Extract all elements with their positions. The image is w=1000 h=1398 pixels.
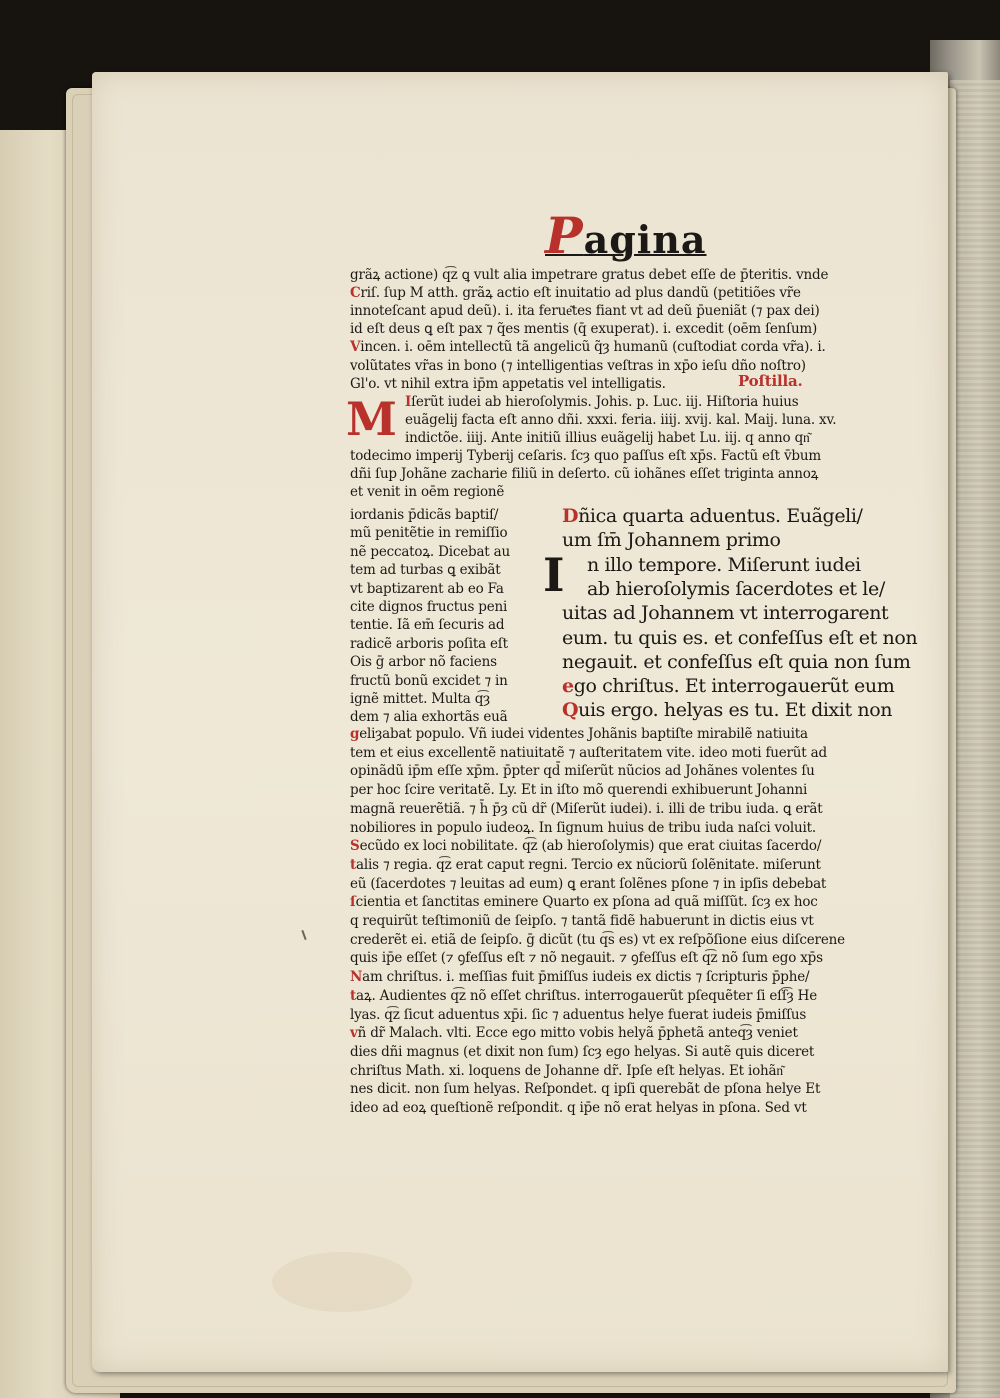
commentary-line — [350, 725, 865, 743]
commentary-line: indictõe. iiij. Ante initiũ illius euãgelij habet Lu. iij. q anno qn͂ — [405, 429, 810, 446]
commentary-line — [350, 837, 865, 855]
line-text: riſ. ſup M atth. grãꝝ actio eſt inuitatio ad plus dandũ (petitiões vr̃e — [360, 285, 801, 302]
commentary-line: euãgelij facta eſt anno dñi. xxxi. feria. iiij. xvij. kal. Maij. luna. xv. — [405, 411, 837, 428]
commentary-line: tem ad turbas ꝗ exibãt — [350, 562, 501, 579]
commentary-line: q requirũt teſtimoniũ de ſeipſo. ⁊ tantã fidẽ habuerunt in dictis eius vt — [350, 913, 814, 929]
rubric-letter: t — [350, 987, 357, 1004]
commentary-line: et venit in oēm regionẽ — [350, 484, 505, 501]
commentary-line: ignẽ mittet. Multa q͡ȝ — [350, 691, 490, 707]
paper-stain — [272, 1252, 412, 1312]
line-text: eliȝabat populo. Vñ iudei videntes Johãnis baptiſte mirabilẽ natiuita — [359, 726, 808, 742]
commentary-line — [350, 987, 865, 1005]
commentary-line — [405, 393, 865, 411]
commentary-line — [350, 893, 865, 911]
rubric-letter: I — [405, 393, 412, 410]
gospel-line — [562, 698, 893, 722]
gospel-line — [562, 504, 872, 528]
commentary-line: id eſt deus ꝗ eſt pax ⁊ q̃es mentis (q̄ exuperat). i. excedit (oēm ſenſum) — [350, 321, 818, 338]
commentary-line: vt baptizarent ab eo Fa — [350, 580, 504, 597]
commentary-line: nẽ peccatoꝝ. Dicebat au — [350, 543, 510, 560]
rubric-letter: D — [562, 505, 579, 527]
rubric-letter: S — [350, 838, 360, 855]
page-heading — [545, 206, 725, 265]
commentary-line — [350, 284, 865, 302]
commentary-line: dñi ſup Johãne zacharie filiũ in deſerto. cũ iohãnes eſſet triginta annoꝝ — [350, 466, 819, 483]
commentary-line: tem et eius excellentẽ natiuitatẽ ⁊ auſteritatem vite. ideo moti fuerũt ad — [350, 744, 827, 761]
commentary-line: radicẽ arboris poſita eſt — [350, 635, 508, 652]
commentary-line: opinãdũ ip̄m eſſe xp̄m. p̄pter qd̄ miſerũt nũcios ad Johãnes volentes ſu — [350, 763, 815, 780]
gospel-line: eum. tu quis es. et confeſſus eſt et non — [562, 626, 918, 649]
commentary-line: lyas. q͡z ſicut aduentus xp̄i. ſic ⁊ aduentus helye fuerat iudeis p̄miſſus — [350, 1006, 807, 1023]
commentary-line — [350, 856, 865, 874]
commentary-line: volũtates vr̃as in bono (⁊ intelligentias veſtras in xp̄o ieſu dño noſtro) — [350, 357, 806, 374]
line-text: go chriſtus. Et interrogauerũt eum — [573, 675, 895, 698]
gospel-line — [562, 674, 895, 698]
heading-initial: P — [545, 206, 584, 265]
rubric-letter: V — [350, 339, 361, 356]
line-text: ñ dr̃ Malach. vlti. Ecce ego mitto vobis helyã p̄phetã anteq͡ȝ veniet — [357, 1025, 798, 1042]
line-text: alis ⁊ regia. q͡z erat caput regni. Tercio ex nũciorũ ſolẽnitate. miſerunt — [356, 856, 821, 873]
commentary-line: iordanis p̄dicãs baptiſ/ — [350, 507, 499, 523]
commentary-line: eũ (ſacerdotes ⁊ leuitas ad eum) ꝗ erant ſolẽnes pſone ⁊ in ipſis debebat — [350, 875, 827, 892]
line-text: ñica quarta aduentus. Euãgeli/ — [578, 505, 863, 527]
rubric-letter: g — [350, 726, 360, 742]
commentary-line: Ois ḡ arbor nõ faciens — [350, 654, 497, 671]
line-text: uis ergo. helyas es tu. Et dixit non — [578, 699, 893, 722]
line-text: incen. i. oēm intellectũ tã angelicũ q̃ȝ humanũ (cuſtodiat corda vr̃a). i. — [360, 339, 826, 356]
commentary-line — [350, 1024, 865, 1042]
commentary-line — [350, 968, 865, 986]
postilla-label: Poſtilla. — [738, 372, 803, 390]
line-text: aꝝ. Audientes q͡z nõ eſſet chriſtus. interrogauerũt pſequẽter ſi eſſ͡ȝ He — [356, 987, 817, 1004]
commentary-line: cite dignos fructus peni — [350, 599, 508, 615]
gospel-line: negauit. et confeſſus eſt quia non ſum — [562, 650, 911, 673]
line-text: am chriſtus. i. meſſias fuit p̄miſſus iudeis ex dictis ⁊ ſcripturis p̄phe/ — [362, 969, 810, 986]
gospel-line: uitas ad Johannem vt interrogarent — [562, 602, 889, 625]
commentary-line: chriſtus Math. xi. loquens de Johanne dr̃. Ipſe eſt helyas. Et iohãn͂ — [350, 1062, 783, 1079]
commentary-line: nobiliores in populo iudeoꝝ. In ſignum huius de tribu iuda naſci voluit. — [350, 819, 816, 836]
gospel-line: n illo tempore. Miſerunt iudei — [587, 553, 861, 576]
commentary-line: tentie. Iã em̄ ſecuris ad — [350, 617, 505, 634]
commentary-line: magnã reuerẽtiã. ⁊ h̄ p̄ȝ cũ dr̃ (Miſerũt iudei). i. illi de tribu iuda. ꝗ erãt — [350, 800, 823, 817]
commentary-line: per hoc ſcire veritatẽ. Ly. Et in iſto mõ querendi exhibuerunt Johanni — [350, 782, 808, 799]
rubric-letter: Q — [562, 699, 579, 722]
line-text: ſerũt iudei ab hieroſolymis. Johis. p. Luc. iij. Hiſtoria huius — [411, 393, 799, 410]
heading-text: agina — [583, 217, 707, 262]
commentary-line: dies dñi magnus (et dixit non ſum) ſcȝ ego helyas. Si autẽ quis diceret — [350, 1043, 815, 1060]
commentary-line: quis ip̄e eſſet (⁊ ꝯfeſſus eſt ⁊ nõ negauit. ⁊ ꝯfeſſus eſt q͡z nõ ſum ego xp̄s — [350, 950, 823, 967]
commentary-line: fructũ bonũ excidet ⁊ in — [350, 672, 508, 689]
rubric-letter: ſ — [350, 894, 356, 911]
rubric-letter: v — [350, 1025, 358, 1042]
initial-m: M — [346, 392, 397, 446]
commentary-line: nes dicit. non ſum helyas. Reſpondet. q ipſi querebãt de pſona helye Et — [350, 1081, 821, 1098]
gospel-line: um ſm̄ Johannem primo — [562, 529, 781, 552]
rubric-letter: C — [350, 285, 361, 302]
commentary-line — [350, 338, 865, 356]
gospel-line: ab hieroſolymis ſacerdotes et le/ — [587, 577, 885, 600]
commentary-line: innoteſcant apud deũ). i. ita ferue͂tes fiant vt ad deũ p̄ueniãt (⁊ pax dei) — [350, 303, 820, 320]
commentary-line: ideo ad eoꝝ queſtionẽ reſpondit. q ip̄e nõ erat helyas in pſona. Sed vt — [350, 1100, 807, 1116]
rubric-letter: t — [350, 856, 357, 873]
rubric-letter: N — [350, 969, 363, 986]
commentary-line: Gl'o. vt nihil extra ip̄m appetatis vel intelligatis. — [350, 375, 666, 392]
line-text: ecũdo ex loci nobilitate. q͡z (ab hieroſolymis) que erat ciuitas ſacerdo/ — [359, 838, 822, 855]
rubric-letter: e — [562, 675, 574, 698]
commentary-line: crederẽt ei. etiã de ſeipſo. ḡ dicũt (tu q͡s es) vt ex reſpõſione eius diſcerene — [350, 931, 845, 948]
commentary-line: grãꝝ actione) q͡z ꝗ vult alia impetrare gratus debet eſſe de p̄teritis. vnde — [350, 267, 829, 283]
line-text: cientia et ſanctitas eminere Quarto ex pſona ad quã miſſũt. ſcȝ ex hoc — [355, 894, 818, 911]
commentary-line: todecimo imperij Tyberij ceſaris. ſcȝ quo paſſus eſt xp̄s. Factũ eſt v̄bum — [350, 448, 821, 464]
initial-i: I — [543, 548, 565, 602]
commentary-line: mũ penitẽtie in remiſſio — [350, 525, 508, 542]
commentary-line: dem ⁊ alia exhortãs euã — [350, 709, 508, 726]
